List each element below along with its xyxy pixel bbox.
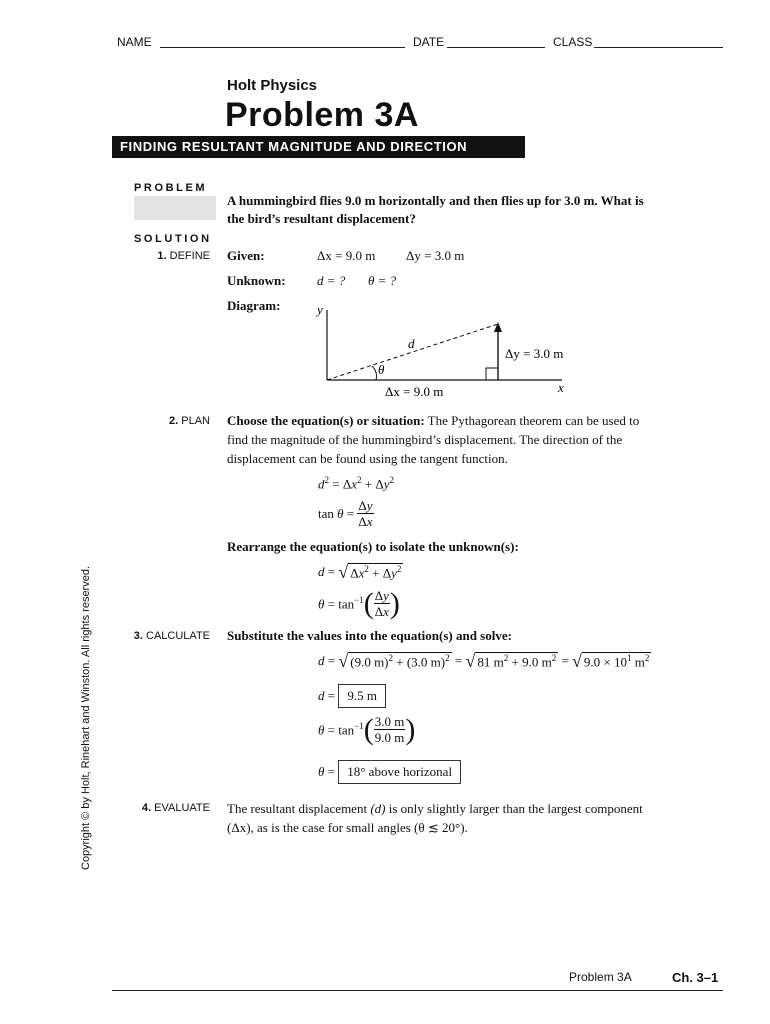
footer-rule (112, 990, 723, 991)
substituted-theta-equation: $\theta = \tan^{-1}$ ( 3.0 m 9.0 m ) (318, 712, 416, 746)
unknown-label: Unknown: (227, 273, 286, 288)
page-title: Problem 3A (225, 96, 419, 134)
dx-label: Δx = 9.0 m (385, 384, 444, 399)
rearranged-d-equation: d = √ $\Delta x^2 + \Delta y^2$ (318, 562, 402, 583)
dy-arrowhead (494, 322, 502, 332)
d-result-row: d = 9.5 m (318, 684, 386, 708)
pythagorean-equation: $d^2 = \Delta x^2 + \Delta y^2$ (318, 475, 394, 492)
d-result-box: 9.5 m (338, 684, 386, 708)
theta-result-box: 18° above horizonal (338, 760, 461, 784)
footer-chapter-label: Ch. 3–1 (672, 970, 719, 985)
unknown-d: d = ? (317, 273, 346, 288)
section-banner: FINDING RESULTANT MAGNITUDE AND DIRECTION (112, 136, 525, 158)
vector-diagram (300, 296, 600, 400)
substituted-d-equation: d = √ (9.0 m)$^2$ + (3.0 m)$^2$ = √ 81 $m^2 + 9.0$ $m^2$ = √ $9.0 \times 10^1$ $m^2$ (318, 651, 650, 672)
tangent-equation: tan θ = $\frac{\Delta y}{\Delta x}$ (318, 498, 373, 529)
rearranged-theta-equation: $\theta = \tan^{-1}$ ( Δy Δx ) (318, 586, 400, 620)
evaluate-paragraph: The resultant displacement (d) is only slightly larger than the largest component (Δx), as is the case for small angles (θ ≲ 20°). (227, 801, 643, 835)
theta-result-row: θ = 18° above horizonal (318, 760, 461, 784)
step-calculate-label: 3. CALCULATE (133, 630, 210, 642)
step-plan-label: 2. PLAN (169, 415, 210, 427)
right-angle-marker (486, 368, 498, 380)
theta-arc (372, 366, 377, 380)
problem-text: A hummingbird flies 9.0 m horizontally and then flies up for 3.0 m. What is the bird’s resultant displacement? (227, 193, 644, 226)
rearrange-heading: Rearrange the equation(s) to isolate the unknown(s): (227, 539, 519, 554)
d-label: d (408, 336, 415, 351)
theta-label: θ (378, 362, 385, 377)
resultant-d-line (327, 324, 498, 380)
x-axis-label: x (558, 380, 564, 395)
name-field-line[interactable] (160, 47, 405, 48)
date-label: DATE (413, 35, 445, 49)
y-axis-label: y (317, 302, 323, 317)
book-title: Holt Physics (227, 77, 318, 94)
problem-gray-bar (134, 196, 216, 220)
name-label: NAME (117, 35, 152, 49)
plan-paragraph: Choose the equation(s) or situation: The Pythagorean theorem can be used to find the magnitude of the hummingbird’s displacement. The direction of the displacement can be found using the tangent function. (227, 413, 640, 466)
step-define-label: 1. DEFINE (157, 250, 210, 262)
given-label: Given: (227, 248, 265, 263)
solution-heading: SOLUTION (134, 233, 212, 245)
substitute-heading: Substitute the values into the equation(s) and solve: (227, 628, 512, 643)
problem-heading: PROBLEM (134, 182, 208, 194)
dy-label: Δy = 3.0 m (505, 346, 564, 361)
step-evaluate-label: 4. EVALUATE (141, 802, 210, 814)
unknown-theta: θ = ? (368, 273, 397, 288)
given-dy: Δy = 3.0 m (406, 248, 465, 263)
date-field-line[interactable] (447, 47, 545, 48)
given-dx: Δx = 9.0 m (317, 248, 376, 263)
copyright-notice: Copyright © by Holt, Rinehart and Winston. All rights reserved. (80, 565, 92, 870)
class-label: CLASS (553, 35, 593, 49)
diagram-label: Diagram: (227, 298, 281, 313)
class-field-line[interactable] (594, 47, 723, 48)
footer-problem-label: Problem 3A (569, 970, 632, 984)
